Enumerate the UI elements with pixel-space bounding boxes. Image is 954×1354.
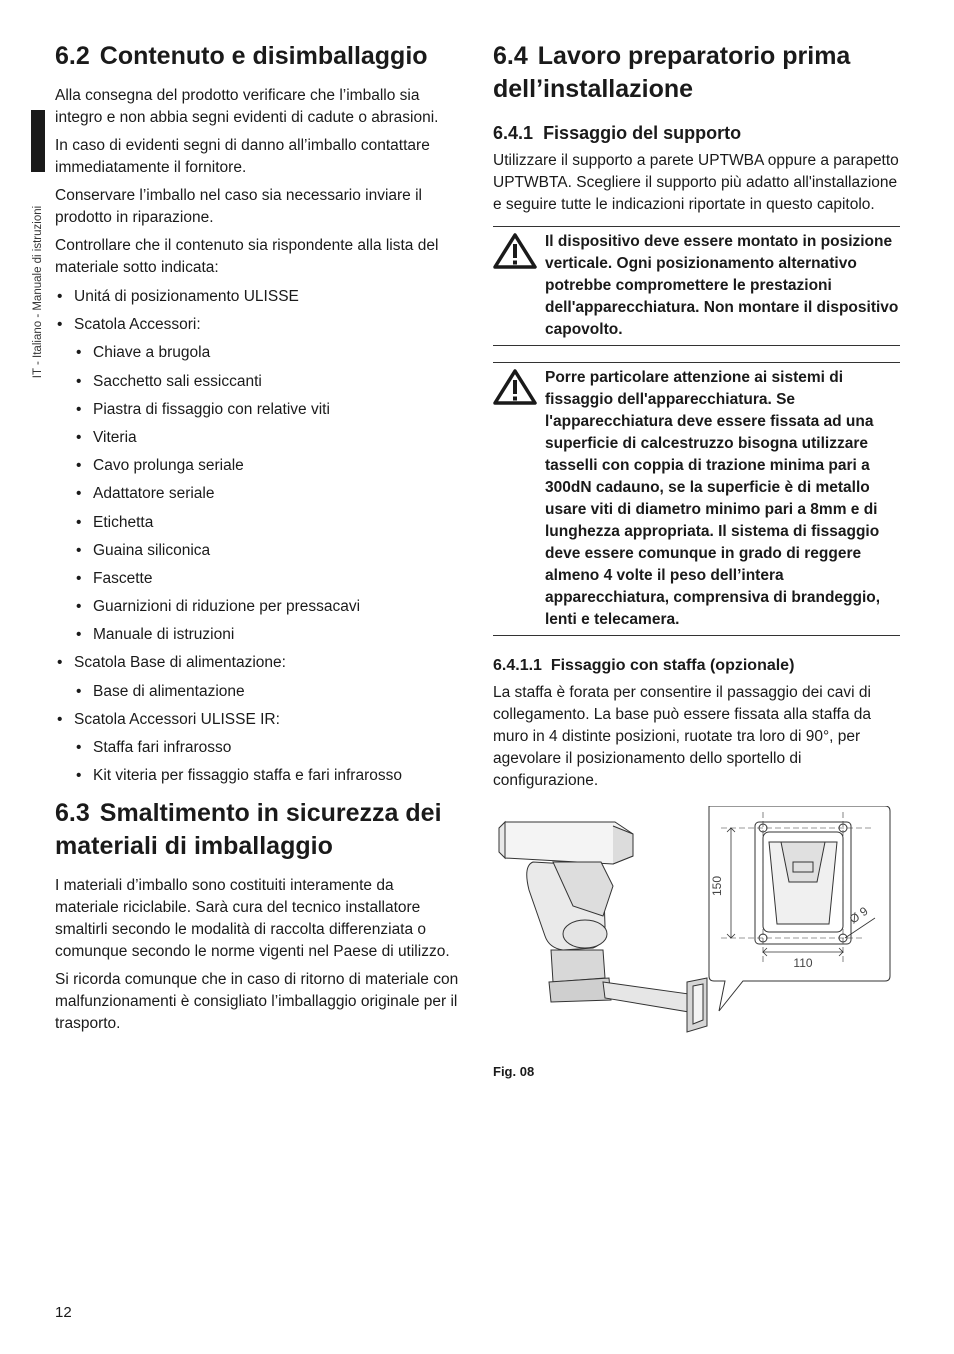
subsection-number: 6.4.1.1 [493, 657, 542, 674]
list-item: • Kit viteria per fissaggio staffa e fari infrarosso [76, 767, 402, 785]
figure-caption: Fig. 08 [493, 1064, 535, 1079]
warning-text: Porre particolare attenzione ai sistemi di fissaggio dell'apparecchiatura. Se l'apparecchiatura deve essere fissata ad una superficie di calcestruzzo bisogna utilizzare tasselli con coppia di trazione minima pari a 300dN cadauno, se la superficie è di metallo usare viti di diametro minimo pari a 8mm e di lunghezza appropriata. Il sistema di fissaggio deve essere comunque in grado di reggere almeno 4 volte il peso dell’intera apparecchiatura, comprensiva di brandeggio, lenti e telecamera. [545, 369, 881, 628]
dimension-width-label: 110 [793, 956, 813, 970]
paragraph: I materiali d’imballo sono costituiti interamente da materiale riciclabile. Sarà cura del tecnico installatore smaltirli secondo le modalità di raccolta differenziata o comunque secondo le norme vigenti nel Paese di utilizzo. [55, 877, 450, 961]
list-item: • Staffa fari infrarosso [76, 739, 232, 756]
list-item: • Scatola Accessori ULISSE IR: [57, 710, 280, 728]
figure-bracket-drawing [493, 806, 900, 1056]
section-number: 6.4 [493, 42, 528, 70]
warning-box [493, 226, 900, 346]
dimension-hole-label: Ø 9 [846, 903, 871, 927]
paragraph: Utilizzare il supporto a parete UPTWBA oppure a parapetto UPTWBTA. Scegliere il supporto più adatto all'installazione e seguire tutte le indicazioni riportate in questo capitolo. [493, 152, 899, 213]
paragraph: Conservare l’imballo nel caso sia necessario inviare il prodotto in riparazione. [55, 187, 422, 226]
list-item: • Unitá di posizionamento ULISSE [57, 288, 299, 305]
list-item: • Guarnizioni di riduzione per pressacavi [76, 598, 361, 616]
list-item: • Etichetta [76, 513, 154, 531]
section-6-2-heading [55, 40, 460, 73]
section-title: Contenuto e disimballaggio [99, 42, 428, 70]
section-number: 6.2 [55, 42, 90, 70]
list-item: • Chiave a brugola [76, 344, 211, 362]
subsection-title: Fissaggio del supporto [543, 123, 742, 143]
right-column [493, 40, 900, 1079]
list-item: • Viteria [76, 428, 137, 446]
list-item: • Sacchetto sali essiccanti [76, 372, 262, 390]
paragraph: Si ricorda comunque che in caso di ritorno di materiale con malfunzionamenti è consigliato l’imballaggio originale per il trasporto. [55, 971, 459, 1033]
page-number: 12 [55, 1304, 72, 1321]
section-title: Smaltimento in sicurezza dei materiali di imballaggio [55, 799, 442, 861]
section-6-3-heading [55, 797, 460, 863]
paragraph: Alla consegna del prodotto verificare che l’imballo sia integro e non abbia segni evidenti di cadute o abrasioni. [55, 87, 439, 126]
paragraph: Controllare che il contenuto sia rispondente alla lista del materiale sotto indicata: [55, 237, 439, 276]
list-item: • Adattatore seriale [76, 485, 215, 503]
sidebar-label-text: IT - Italiano - Manuale di istruzioni [32, 205, 44, 379]
warning-triangle-icon [493, 233, 537, 269]
warning-text: Il dispositivo deve essere montato in posizione verticale. Ogni posizionamento alternativo potrebbe compromettere le prestazioni dell'apparecchiatura. Non montare il dispositivo capovolto. [545, 233, 899, 338]
list-item: • Scatola Accessori: [57, 316, 201, 334]
subsection-number: 6.4.1 [493, 123, 534, 143]
paragraph: In caso di evidenti segni di danno all’imballo contattare immediatamente il fornitore. [55, 137, 430, 176]
list-item: • Piastra di fissaggio con relative viti [76, 400, 330, 418]
section-number: 6.3 [55, 799, 90, 828]
sidebar-tab-marker [31, 110, 45, 172]
list-item: • Manuale di istruzioni [76, 626, 235, 644]
warning-triangle-icon [493, 369, 537, 405]
warning-box [493, 362, 900, 636]
contents-list [55, 286, 460, 787]
list-item: • Guaina siliconica [76, 541, 211, 559]
list-item: • Scatola Base di alimentazione: [57, 654, 286, 672]
paragraph: La staffa è forata per consentire il passaggio dei cavi di collegamento. La base può essere fissata alla staffa da muro in 4 distinte posizioni, ruotate tra loro di 90°, per agevolare il posizionamento dello sportello di configurazione. [493, 684, 871, 789]
dimension-height-label: 150 [710, 875, 724, 897]
subsection-6-4-1-1-heading [493, 656, 900, 676]
subsection-title: Fissaggio con staffa (opzionale) [550, 657, 795, 674]
camera-housing-drawing [499, 822, 707, 1032]
list-item: • Fascette [76, 569, 153, 587]
subsection-6-4-1-heading [493, 122, 900, 144]
sidebar-label [31, 177, 45, 407]
section-title: Lavoro preparatorio prima dell’installazione [493, 42, 851, 103]
section-6-4-heading [493, 40, 900, 106]
list-item: • Cavo prolunga seriale [76, 457, 244, 475]
technical-drawing [493, 806, 900, 1056]
left-column [55, 40, 460, 1041]
list-item: • Base di alimentazione [76, 682, 245, 700]
